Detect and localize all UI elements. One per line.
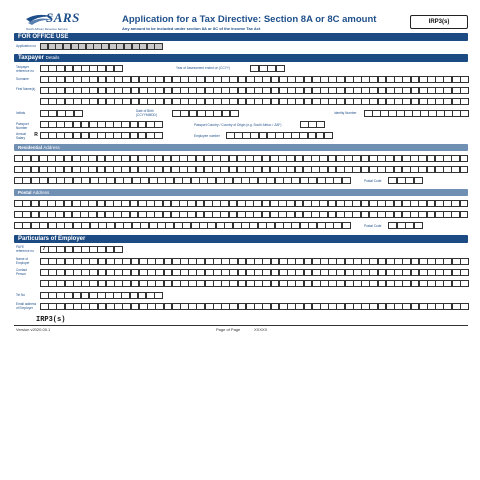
year-of-assessment-field[interactable] — [250, 65, 284, 72]
annual-salary-currency: R — [34, 132, 38, 138]
paye-reference-label: PAYE reference no — [16, 245, 34, 253]
surname-field[interactable] — [40, 76, 468, 83]
residential-heading-light: Address — [43, 145, 60, 150]
employee-number-field[interactable] — [226, 132, 332, 139]
footer-page-total: XXXXX — [254, 327, 268, 332]
residential-address-line1[interactable] — [14, 155, 468, 162]
residential-address-line2[interactable] — [14, 166, 468, 173]
postal-postal-code-field[interactable] — [388, 222, 422, 229]
form-code-badge: IRP3(s) — [410, 15, 468, 29]
year-of-assessment-label: Year of Assessment ended on (CCYY) — [176, 66, 231, 70]
tax-reference-field[interactable] — [40, 65, 122, 72]
passport-country-field[interactable] — [300, 121, 324, 128]
annual-salary-label: Annual Salary — [16, 132, 26, 140]
office-use-heading-text: FOR OFFICE USE — [18, 34, 69, 40]
form-title: Application for a Tax Directive: Section 8A or 8C amount — [122, 14, 377, 25]
footer-version: Version v2020.00.1 — [16, 327, 51, 332]
paye-reference-prefix: 7 — [42, 246, 46, 252]
residential-postal-code-label: Postal Code — [364, 179, 382, 183]
first-names-field-line1[interactable] — [40, 87, 468, 94]
contact-person-line2[interactable] — [40, 280, 468, 287]
employer-email-label: Email address of Employer — [16, 302, 37, 310]
sars-logo-subtitle: South African Revenue Service — [26, 27, 68, 31]
identity-number-label: Identity Number — [334, 111, 357, 115]
annual-salary-field[interactable] — [40, 132, 162, 139]
postal-heading-light: Address — [32, 190, 50, 195]
date-of-birth-label: Date of Birth (CCYYMMDD) — [136, 109, 157, 117]
postal-address-line3[interactable] — [14, 222, 350, 229]
tel-number-field[interactable] — [40, 292, 162, 299]
footer-page: Page of Page — [216, 327, 241, 332]
employer-heading-text: Particulars of Employer — [18, 236, 86, 242]
passport-country-label: Passport Country / Country of Origin (e.g. South Africa = ZAF) — [194, 123, 282, 127]
postal-heading-bold: Postal — [18, 190, 32, 195]
taxpayer-heading-bold: Taxpayer — [18, 55, 44, 61]
initials-field[interactable] — [40, 110, 82, 117]
employer-name-line1[interactable] — [40, 258, 468, 265]
residential-postal-code-field[interactable] — [388, 177, 422, 184]
form-subtitle: Any amount to be included under section 8A or 8C of the Income Tax Act — [122, 26, 261, 31]
footer-divider — [14, 325, 468, 326]
paye-reference-field[interactable] — [40, 246, 122, 253]
passport-number-field[interactable] — [40, 121, 162, 128]
residential-address-line3[interactable] — [14, 177, 350, 184]
employer-email-field[interactable] — [40, 303, 468, 310]
contact-person-line1[interactable] — [40, 269, 468, 276]
postal-address-heading — [14, 189, 468, 196]
residential-address-heading — [14, 144, 468, 151]
postal-address-line2[interactable] — [14, 211, 468, 218]
date-of-birth-field[interactable] — [172, 110, 238, 117]
passport-number-label: Passport Number — [16, 122, 29, 130]
tel-number-label: Tel No — [16, 293, 26, 297]
tax-reference-label: Taxpayer reference no — [16, 65, 34, 73]
employer-heading — [14, 235, 468, 243]
employee-number-label: Employee number — [194, 134, 220, 138]
initials-label: Initials — [16, 111, 26, 115]
first-names-field-line2[interactable] — [40, 98, 468, 105]
postal-postal-code-label: Postal Code — [364, 224, 382, 228]
identity-number-field[interactable] — [364, 110, 468, 117]
taxpayer-details-heading — [14, 54, 468, 62]
residential-heading-bold: Residential — [18, 145, 43, 150]
footer-form-code: IRP3(s) — [36, 316, 66, 324]
postal-address-line1[interactable] — [14, 200, 468, 207]
sars-logo-text: SARS — [46, 10, 80, 25]
taxpayer-heading-light: Details — [45, 55, 60, 60]
first-names-label: First Name(s) — [16, 87, 36, 91]
application-number-field — [40, 43, 162, 50]
employer-name-label: Name of Employer — [16, 257, 30, 265]
application-number-label: Application no — [16, 44, 37, 48]
surname-label: Surname — [16, 77, 29, 81]
office-use-heading — [14, 33, 468, 41]
contact-person-label: Contact Person — [16, 268, 27, 276]
